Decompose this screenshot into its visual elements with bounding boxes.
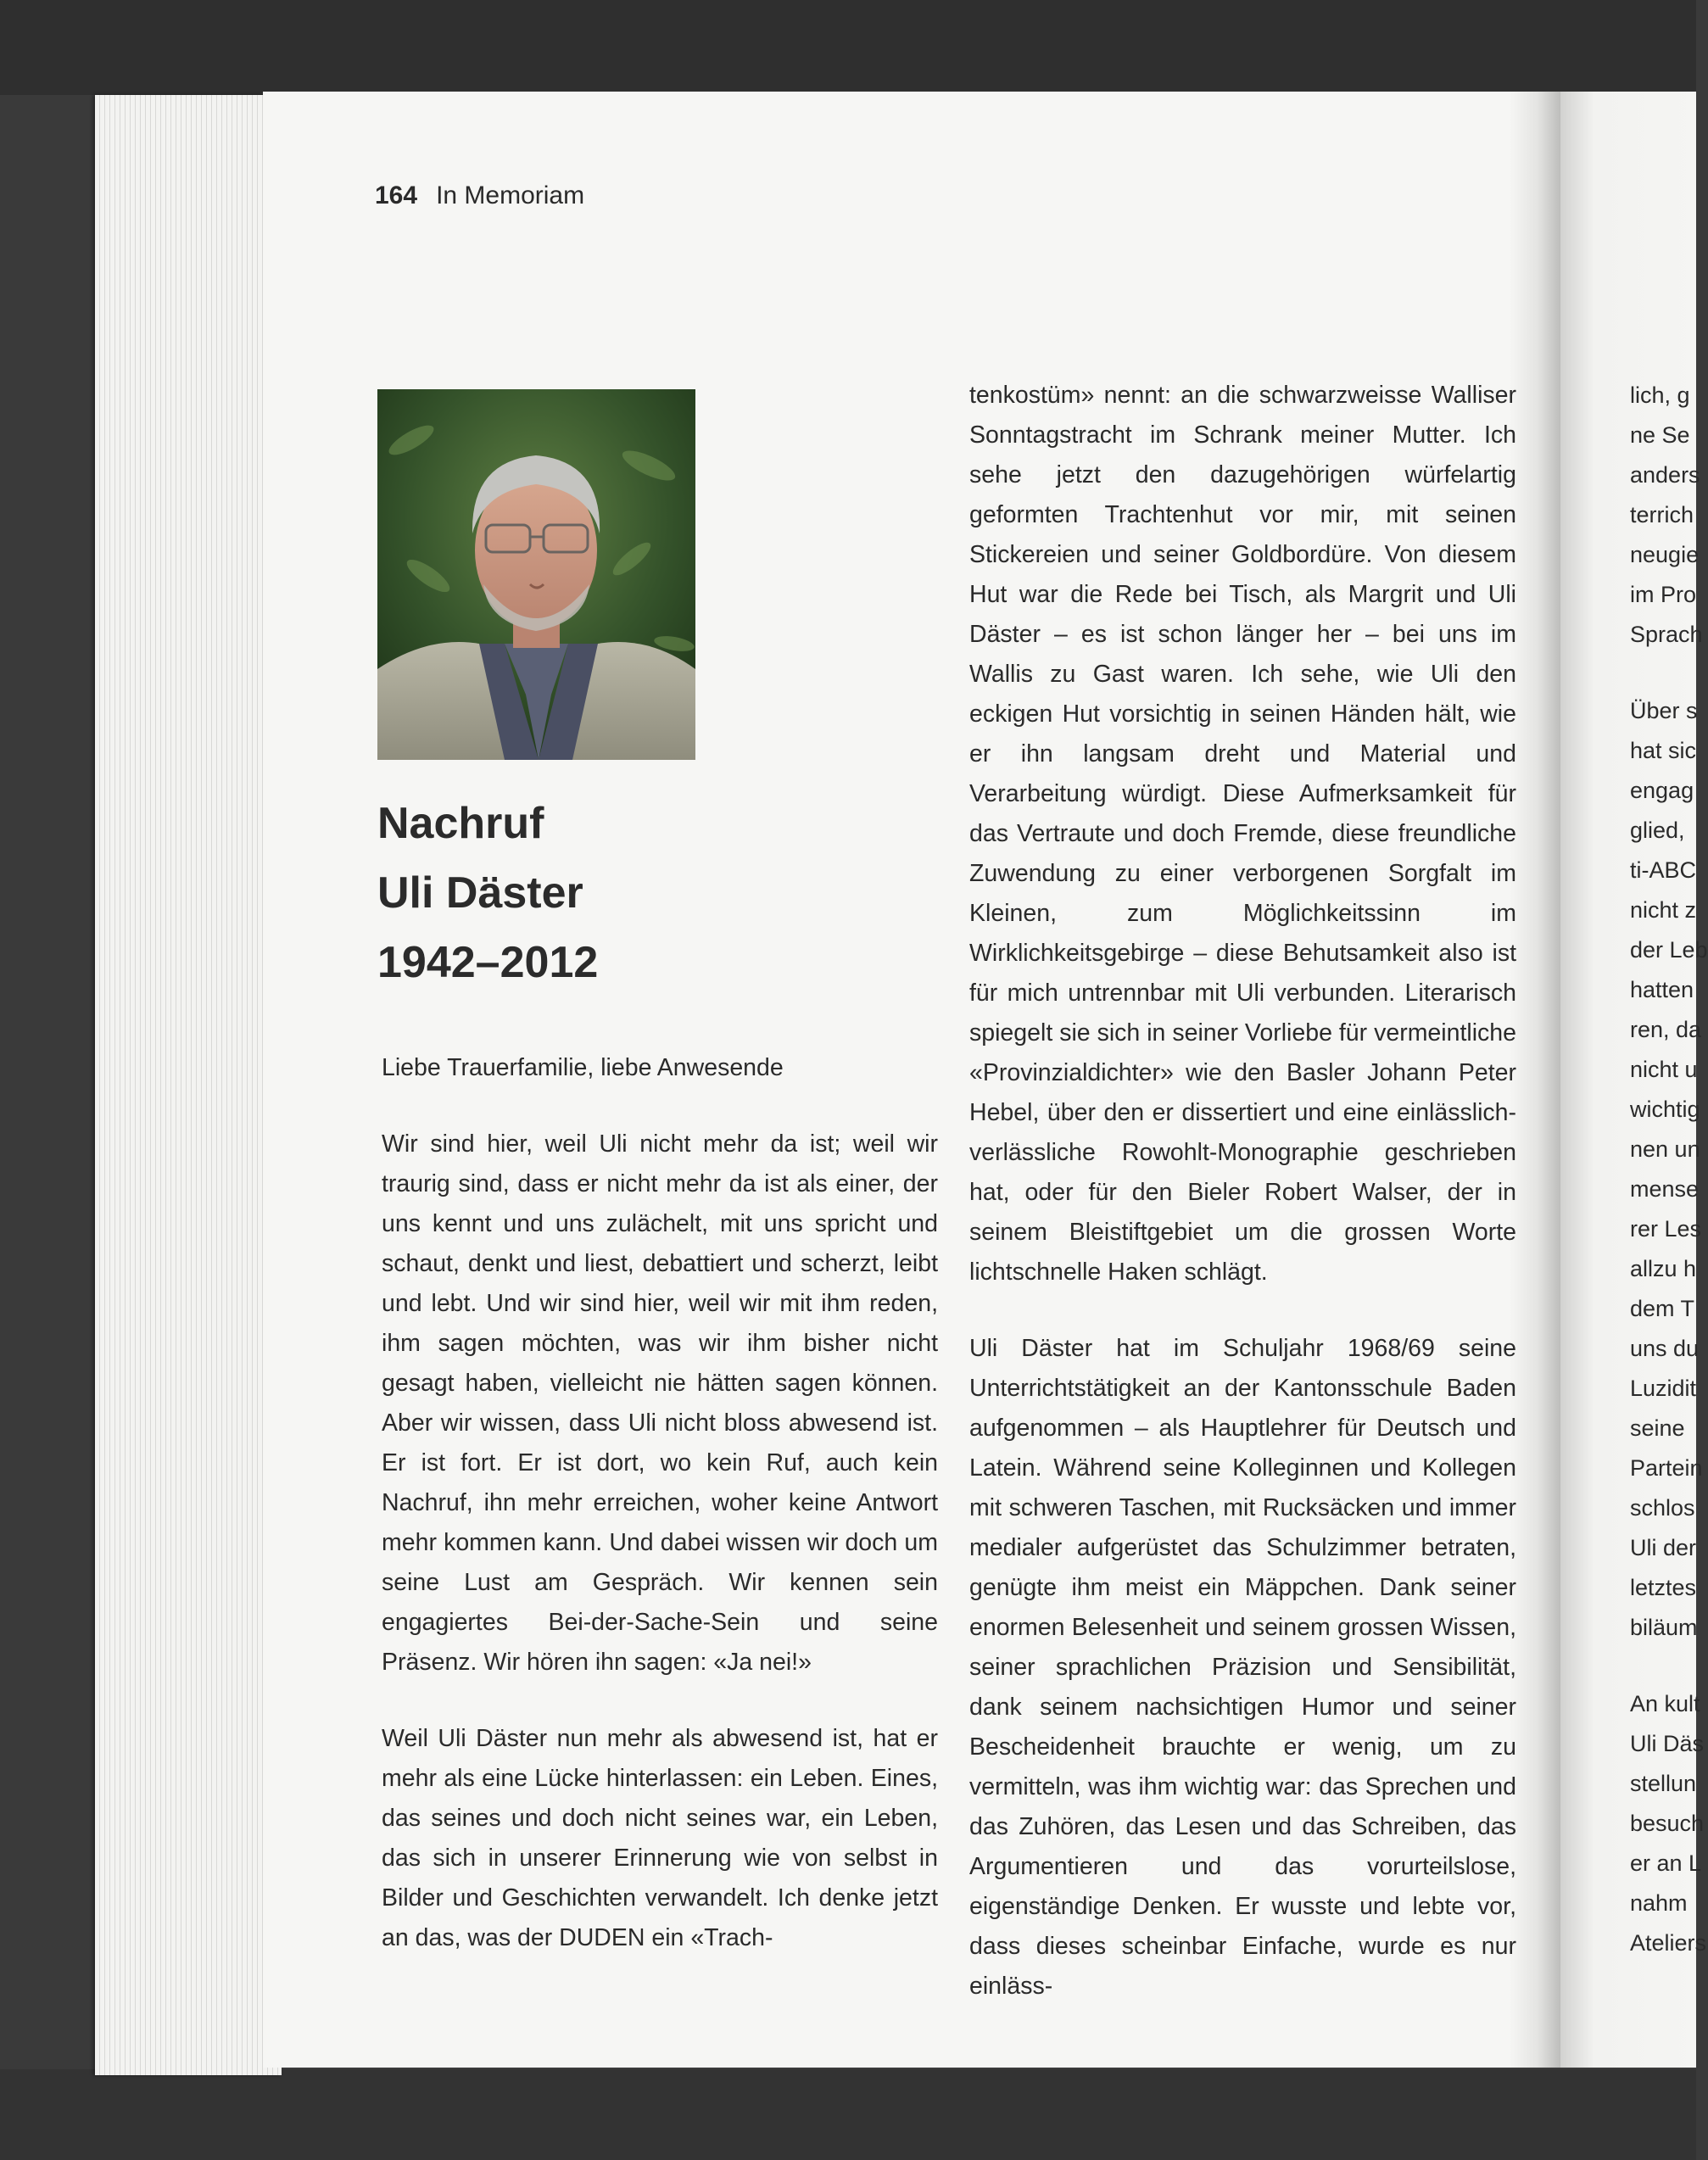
body-paragraph: Uli Däster hat im Schuljahr 1968/69 seine Unterrichtstätigkeit an der Kantonsschule Baden aufgenommen – als Hauptlehrer für Deutsch und Latein. Während seine Kolleginnen und Kollegen mit schweren Taschen, mit Rucksäcken und immer medialer aufgerüstet das Schulzimmer betraten, genügte ihm meist ein Mäppchen. Dank seiner enormen Belesenheit und seinem grossen Wissen, seiner sprachlichen Präzision und Sensibilität, dank seinem nachsichtigen Humor und seiner Bescheidenheit brauchte er wenig, um zu vermitteln, was ihm wichtig war: das Sprechen und das Zuhören, das Lesen und das Schreiben, das Argumentieren und das vorurteilslose, eigenständige Denken. Er wusste und lebte vor, dass dieses scheinbar Einfache, wurde es nur einläss- (969, 1335, 1516, 2000)
facing-page-line: Uli Däs (1630, 1731, 1705, 1756)
facing-page-line: lich, g (1630, 382, 1690, 408)
facing-page-line: glied, (1630, 818, 1685, 843)
facing-page-line: dem T (1630, 1296, 1695, 1321)
facing-page-line: rer Les (1630, 1216, 1702, 1242)
body-paragraph: tenkostüm» nennt: an die schwarzweisse Walliser Sonntagstracht im Schrank meiner Mutter. Ich sehe jetzt den dazugehörigen würfelartig geformten Trachtenhut vor mir, mit seinen Stickereien und seiner Goldbordüre. Von diesem Hut war die Rede bei Tisch, als Margrit und Uli Däster – es ist schon länger her – bei uns im Wallis zu Gast waren. Ich sehe, wie Uli den eckigen Hut vorsichtig in seinen Händen hält, wie er ihn langsam dreht und Material und Verarbeitung würdigt. Diese Aufmerksamkeit für das Vertraute und doch Fremde, diese freundliche Zuwendung zu einer verborgenen Sorgfalt im Kleinen, zum Möglichkeitssinn im Wirklichkeitsgebirge – diese Behutsamkeit also ist für mich untrennbar mit Uli verbunden. Literarisch spiegelt sie sich in seiner Vorliebe für vermeintliche «Provinzialdichter» wie den Basler Johann Peter Hebel, über den er dissertiert und eine einlässlich-verlässliche Rowohlt-Monographie geschrieben hat, oder für den Bieler Robert Walser, der in seinem Bleistiftgebiet um die grossen Worte lichtschnelle Haken schlägt. (969, 382, 1516, 1286)
book-gutter (1510, 92, 1560, 2068)
body-paragraph: Weil Uli Däster nun mehr als abwesend ist, hat er mehr als eine Lücke hinterlassen: ein Leben. Eines, das seines und doch nicht seines war, ein Leben, das sich in unserer Erinnerung wie von selbst in Bilder und Geschichten verwandelt. Ich denke jetzt an das, was der DUDEN ein «Trach- (382, 1725, 938, 1951)
facing-page-line: uns du (1630, 1336, 1700, 1361)
text-column-right (969, 376, 1516, 2007)
facing-page-line: nicht z (1630, 897, 1697, 923)
facing-page-line: letztes (1630, 1575, 1697, 1600)
facing-page-line: anders (1630, 462, 1700, 488)
facing-page-line: im Pro (1630, 582, 1697, 607)
facing-page-line: ne Se (1630, 422, 1690, 448)
facing-page-line: ren, da (1630, 1017, 1702, 1042)
facing-page-line: nicht u (1630, 1057, 1698, 1082)
facing-page-line: Sprach (1630, 622, 1703, 647)
facing-page-line: ti-ABC (1630, 857, 1697, 883)
facing-page-line: An kult (1630, 1691, 1700, 1716)
page-number: 164 (375, 181, 418, 209)
facing-page-line: biläum (1630, 1615, 1698, 1640)
facing-page-line: er an L (1630, 1850, 1702, 1876)
facing-page-line: engag (1630, 778, 1694, 803)
facing-page-line: terrich (1630, 502, 1694, 527)
facing-page-line: Über s (1630, 698, 1698, 723)
page-edges (95, 95, 282, 2075)
headline-name: Uli Däster (377, 868, 583, 918)
facing-page-line: wichtig (1630, 1097, 1700, 1122)
facing-page-line: besuch (1630, 1811, 1705, 1836)
body-paragraph: Wir sind hier, weil Uli nicht mehr da ist; weil wir traurig sind, dass er nicht mehr da ist als einer, der uns kennt und uns zulächelt, mit uns spricht und schaut, denkt und liest, debattiert und scherzt, leibt und lebt. Und wir sind hier, weil wir mit ihm reden, ihm sagen möchten, was wir ihm bisher nicht gesagt haben, vielleicht nie hätten sagen können. Aber wir wissen, dass Uli nicht bloss abwesend ist. Er ist fort. Er ist dort, wo kein Ruf, auch kein Nachruf, ihn mehr erreichen, woher keine Antwort mehr kommen kann. Und dabei wissen wir doch um seine Lust am Gespräch. Wir kennen sein engagiertes Bei-der-Sache-Sein und seine Präsenz. Wir hören ihn sagen: «Ja nei!» (382, 1130, 938, 1676)
scan-backdrop-bottom (0, 2069, 1696, 2160)
facing-page-line: mense (1630, 1176, 1700, 1202)
running-head (375, 181, 584, 210)
facing-page-line: seine (1630, 1415, 1685, 1441)
portrait-photo (377, 389, 695, 760)
article-headline (377, 789, 598, 997)
facing-page-line: hat sic (1630, 738, 1697, 763)
facing-page-line: Ateliers (1630, 1930, 1707, 1956)
facing-page-line: allzu h (1630, 1256, 1697, 1281)
facing-page-line: stellun (1630, 1771, 1697, 1796)
scan-backdrop-top (0, 0, 1696, 95)
headline-dates: 1942–2012 (377, 938, 599, 987)
facing-page-line: hatten (1630, 977, 1694, 1002)
facing-page-line: Partein (1630, 1455, 1703, 1481)
section-title: In Memoriam (436, 181, 585, 209)
facing-page-line: nen un (1630, 1136, 1700, 1162)
facing-page-line: schlos (1630, 1495, 1695, 1521)
facing-page-line: Luzidit (1630, 1376, 1697, 1401)
facing-page-line: nahm (1630, 1890, 1688, 1916)
facing-page-line: Uli der (1630, 1535, 1697, 1560)
facing-page-line: neugie (1630, 542, 1700, 567)
salutation: Liebe Trauerfamilie, liebe Anwesende (382, 1054, 784, 1081)
text-column-left (382, 1048, 938, 1958)
facing-page-line: der Leb (1630, 937, 1708, 963)
headline-title: Nachruf (377, 799, 544, 848)
